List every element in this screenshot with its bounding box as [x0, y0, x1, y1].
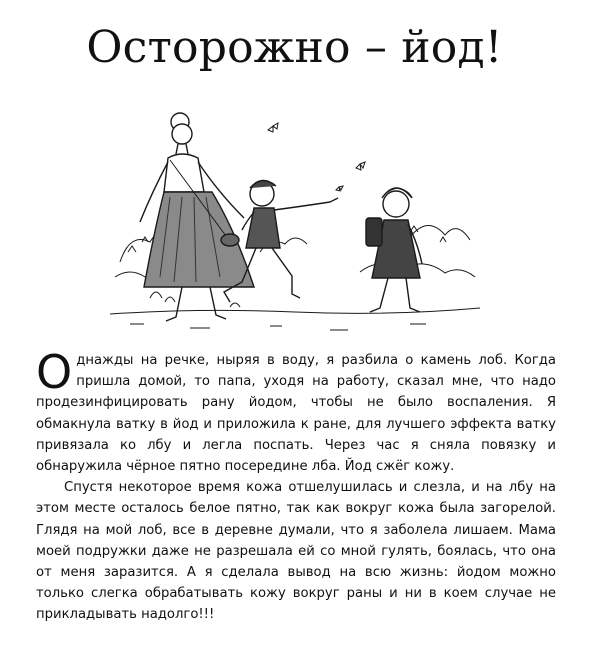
- girl-figure: [366, 188, 422, 312]
- paragraph-second: Спустя некоторое время кожа отшелушилась и слезла, и на лбу на этом месте осталось белое пятно, так как вокруг кожа была загорелой. Глядя на мой лоб, все в деревне думали, что я заболела лишаем. Мама моей подружки даже не разрешала ей со мной гулять, боялась, что она от меня заразится. А я сделала вывод на всю жизнь: йодом можно только слегка обрабатывать кожу вокруг раны и ни в коем случае не прикладывать надолго!!!: [36, 480, 556, 623]
- story-text: [36, 345, 556, 626]
- drop-cap-letter: О: [36, 345, 73, 399]
- page-title: Осторожно – йод!: [86, 22, 503, 73]
- walking-family-illustration: [110, 102, 480, 340]
- paragraph-first-text: днажды на речке, ныряя в воду, я разбила о камень лоб. Когда пришла домой, то папа, уходя на работу, сказал мне, что надо продезинфицировать рану йодом, чтобы не было воспаления. Я обмакнула ватку в йод и приложила к ране, для лучшего эффекта ватку привязала ко лбу и легла поспать. Через час я сняла повязку и обнаружила чёрное пятно посередине лба. Йод сжёг кожу.: [36, 353, 556, 475]
- ground: [110, 308, 480, 330]
- paragraph-first: [36, 345, 556, 477]
- woman-figure: [140, 113, 254, 321]
- butterfly-icons: [268, 123, 365, 191]
